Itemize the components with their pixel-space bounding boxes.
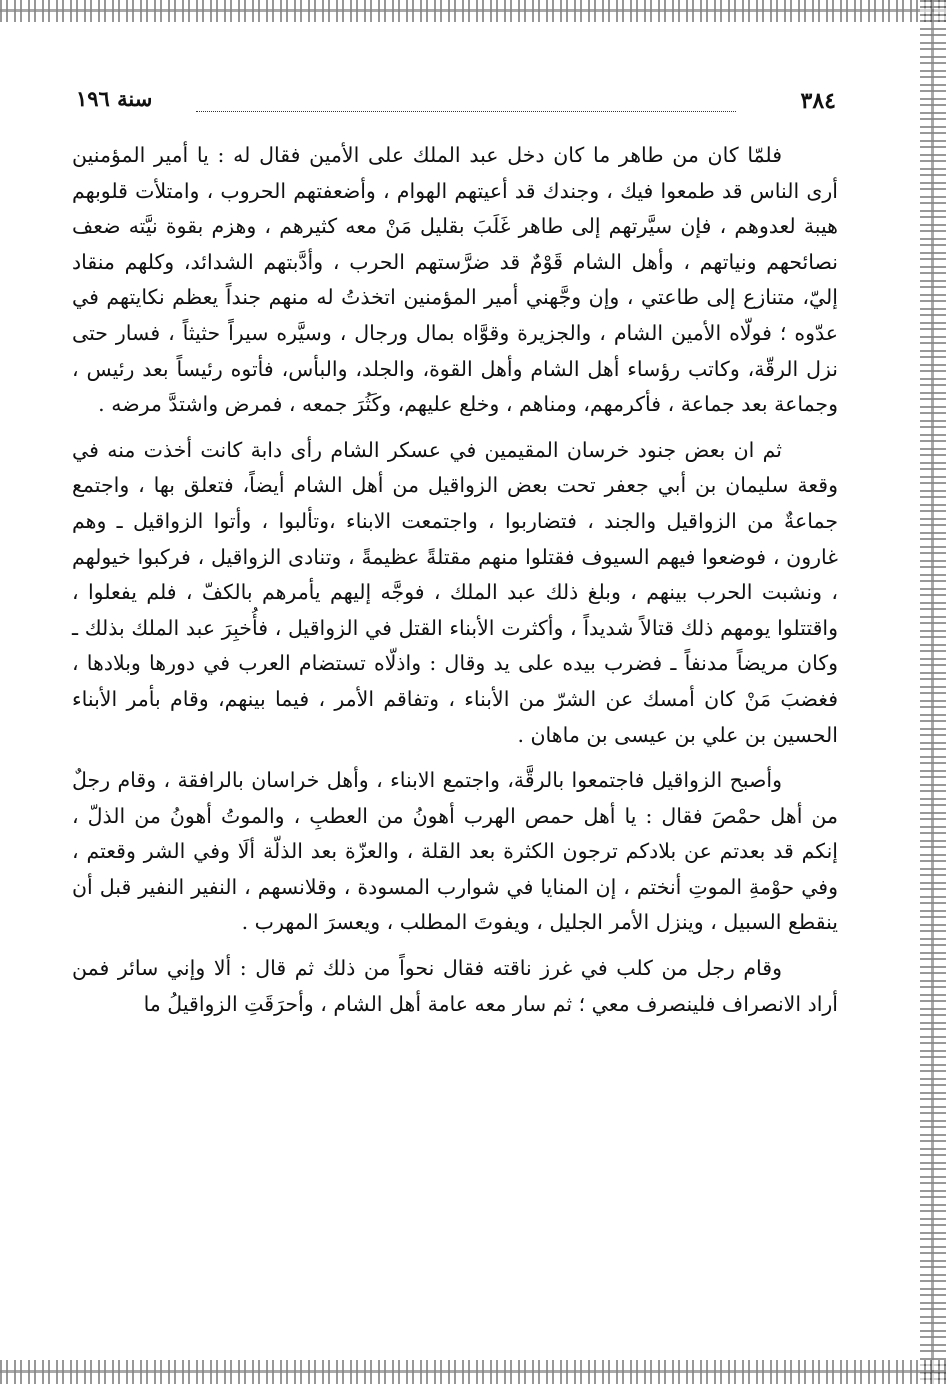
paragraph: فلمّا كان من طاهر ما كان دخل عبد الملك على الأمين فقال له : يا أمير المؤمنين أرى الناس قد طمعوا فيك ، وجندك قد أعيتهم الهوام ، وأضعفتهم الحروب ، وامتلأت قلوبهم هيبة لعدوهم ، فإن سيَّرتهم إلى طاهر غَلَبَ بقليل مَنْ معه كثيرهم ، وهزم بقوة نيَّته ضعف نصائحهم ونياتهم ، وأهل الشام قَوْمٌ قد ضرَّستهم الحرب ، وأدَّبتهم الشدائد، وكلهم منقاد إليّ، متنازع إلى طاعتي ، وإن وجَّهني أمير المؤمنين اتخذتُ له منهم جنداً يعظم نكايتهم في عدّوه ؛ فولّاه الأمين الشام ، والجزيرة وقوَّاه بمال ورجال ، وسيَّره سيراً حثيثاً ، فسار حتى نزل الرقّة، وكاتب رؤساء أهل الشام وأهل القوة، والجلد، والبأس، فأتوه رئيساً بعد رئيس ، وجماعة بعد جماعة ، فأكرمهم، ومناهم ، وخلع عليهم، وكَثُرَ جمعه ، فمرض واشتدَّ مرضه . <box>72 143 838 417</box>
page-number: ٣٨٤ <box>800 88 836 114</box>
paragraph: وقام رجل من كلب في غرز ناقته فقال نحواً من ذلك ثم قال : ألا وإني سائر فمن أراد الانصراف فلينصرف معي ؛ ثم سار معه عامة أهل الشام ، وأحرَقَتِ الزواقيلُ ما <box>72 956 838 1016</box>
header-rule <box>196 111 736 112</box>
page-body <box>72 138 838 1022</box>
running-head: سنة ١٩٦ <box>76 86 153 111</box>
paragraph: وأصبح الزواقيل فاجتمعوا بالرقَّة، واجتمع الابناء ، وأهل خراسان بالرافقة ، وقام رجلٌ من أهل حمْصَ فقال : يا أهل حمص الهرب أهونُ من العطبِ ، والموتُ أهونُ من الذلّ ، إنكم قد بعدتم عن بلادكم ترجون الكثرة بعد القلة ، والعزّة بعد الذلّة ألَا وفي الشر وقعتم ، وفي حوْمةِ الموتِ أنختم ، إن المنايا في شوارب المسودة ، وقلانسهم ، النفير النفير قبل أن ينقطع السبيل ، وينزل الأمر الجليل ، ويفوتَ المطلب ، ويعسرَ المهرب . <box>72 768 838 935</box>
decorative-border-right <box>920 0 946 1384</box>
decorative-border-top <box>0 0 946 22</box>
decorative-border-bottom <box>0 1360 946 1384</box>
paragraph: ثم ان بعض جنود خرسان المقيمين في عسكر الشام رأى دابة كانت أخذت منه في وقعة سليمان بن أبي جعفر تحت بعض الزواقيل من أهل الشام أيضاً، فتعلق بها ، واجتمع جماعةٌ من الزواقيل والجند ، فتضاربوا ، واجتمعت الابناء ،وتألبوا ، وأتوا الزواقيل ـ وهم غارون ، فوضعوا فيهم السيوف فقتلوا منهم مقتلةً عظيمةً ، وتنادى الزواقيل ، فركبوا خيولهم ، ونشبت الحرب بينهم ، وبلغ ذلك عبد الملك ، فوجَّه إليهم يأمرهم بالكفّ ، فلم يفعلوا ، واقتتلوا يومهم ذلك قتالاً شديداً ، وأكثرت الأبناء القتل في الزواقيل ، فأُخبِرَ عبد الملك بذلك ـ وكان مريضاً مدنفاً ـ فضرب بيده على يد وقال : واذلّاه تستضام العرب في دورها وبلادها ، فغضبَ مَنْ كان أمسك عن الشرّ من الأبناء ، وتفاقم الأمر ، فيما بينهم، وقام بأمر الأبناء الحسين بن علي بن عيسى بن ماهان . <box>72 437 838 747</box>
page-header <box>76 86 836 126</box>
